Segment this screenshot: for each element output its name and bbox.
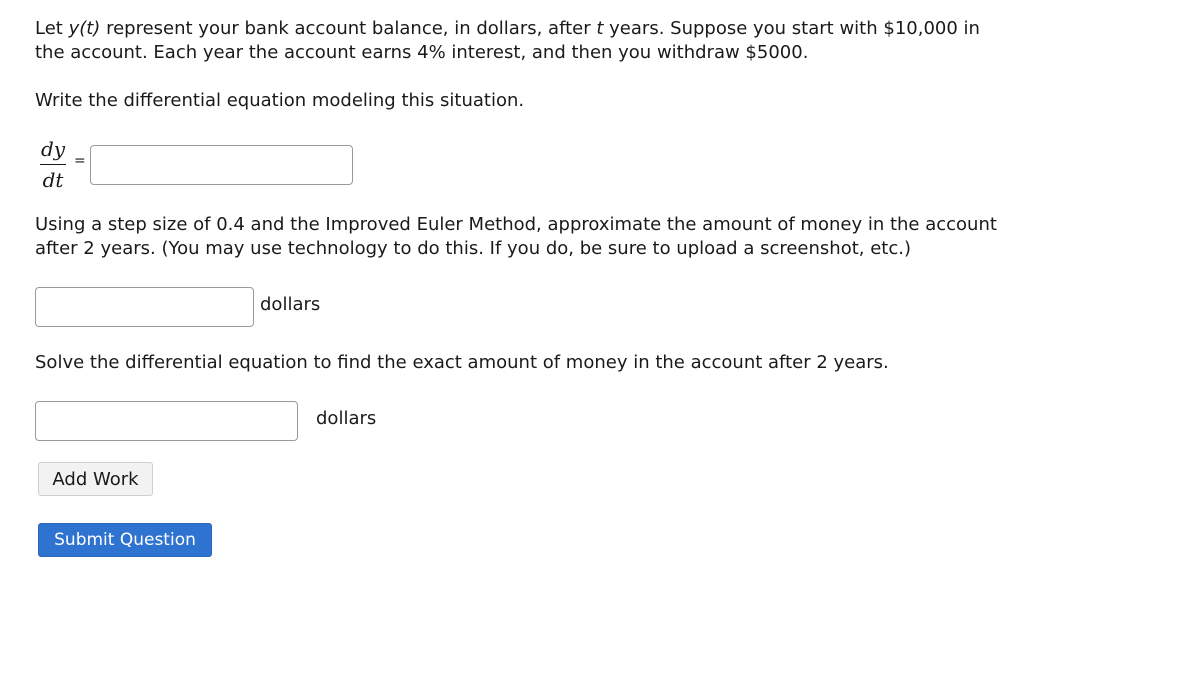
part2-prompt-line2: after 2 years. (You may use technology to do this. If you do, be sure to upload a screenshot, etc.) (35, 238, 911, 259)
derivative-denominator: dt (42, 168, 64, 192)
intro-text-start: Let (35, 18, 69, 39)
intro-text-middle: represent your bank account balance, in dollars, after (100, 18, 597, 39)
problem-intro-line1 (35, 17, 980, 41)
intro-text-end: years. Suppose you start with $10,000 in (603, 18, 980, 39)
part2-prompt-line1: Using a step size of 0.4 and the Improved Euler Method, approximate the amount of money in the account (35, 214, 997, 235)
problem-intro-line2: the account. Each year the account earns 4% interest, and then you withdraw $5000. (35, 42, 809, 63)
equals-sign: = (74, 153, 86, 169)
add-work-button[interactable]: Add Work (38, 462, 153, 496)
intro-variable-t: t (596, 18, 604, 39)
euler-unit-label: dollars (260, 294, 321, 315)
part3-prompt: Solve the differential equation to find the exact amount of money in the account after 2 years. (35, 352, 889, 373)
part1-prompt: Write the differential equation modeling this situation. (35, 90, 525, 111)
intro-variable-y: y(t) (68, 18, 101, 39)
derivative-dy-dt (38, 137, 68, 192)
exact-unit-label: dollars (316, 408, 377, 429)
exact-solution-input[interactable] (35, 401, 298, 441)
dydt-answer-input[interactable] (90, 145, 353, 185)
fraction-bar (40, 164, 66, 165)
euler-approximation-input[interactable] (35, 287, 254, 327)
derivative-numerator: dy (40, 137, 66, 161)
submit-question-button[interactable]: Submit Question (38, 523, 212, 557)
